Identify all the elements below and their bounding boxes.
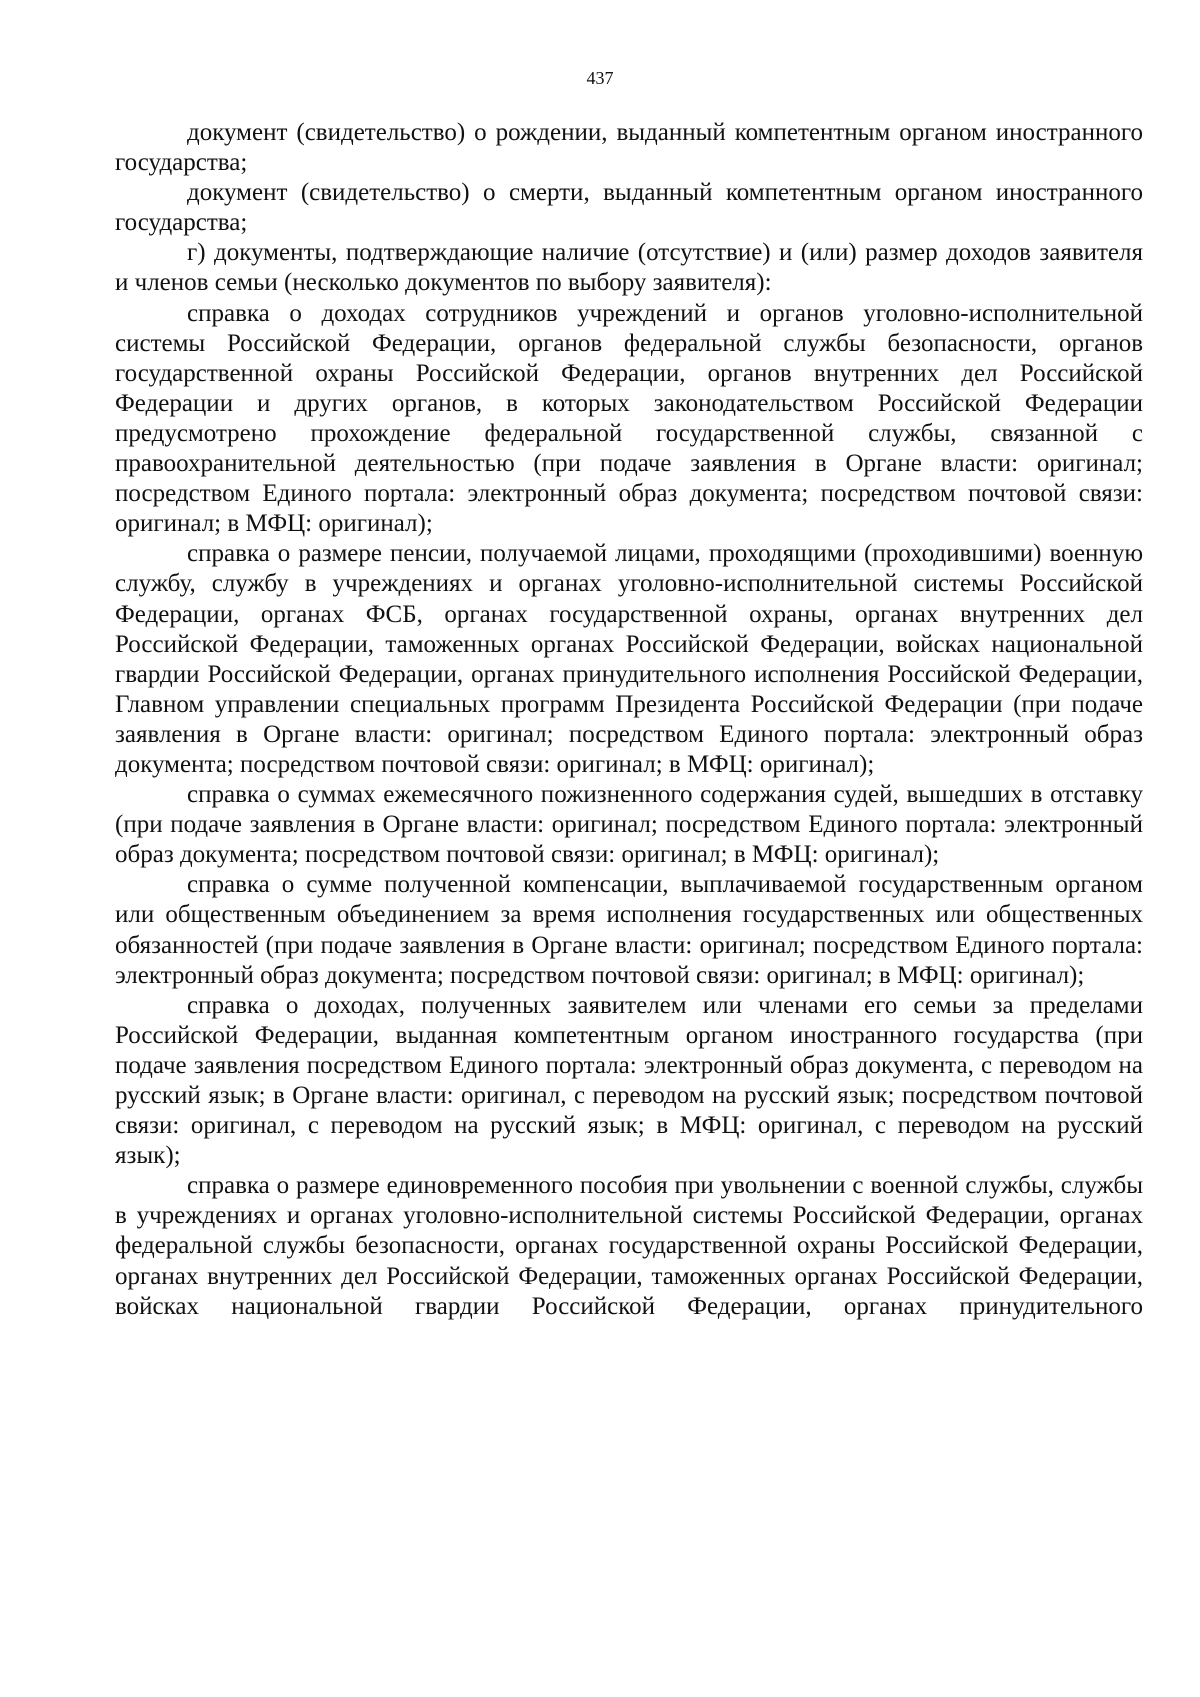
paragraph-death-certificate: документ (свидетельство) о смерти, выданный компетентным органом иностранного государства;: [115, 179, 1143, 237]
paragraph-severance-benefit-certificate: справка о размере единовременного пособия при увольнении с военной службы, службы в учреждениях и органах уголовно-исполнительной системы Российской Федерации, органах федеральной службы безопасности, органах государственной охраны Российской Федерации, органах внутренних дел Российской Федерации, таможенных органах Российской Федерации, войсках национальной гвардии Российской Федерации, органах принудительного: [115, 1172, 1143, 1320]
paragraph-pension-certificate: справка о размере пенсии, получаемой лицами, проходящими (проходившими) военную службу, службу в учреждениях и органах уголовно-исполнительной системы Российской Федерации, органах ФСБ, органах государственной охраны, органах внутренних дел Российской Федерации, таможенных органах Российской Федерации, войсках национальной гвардии Российской Федерации, органах принудительного исполнения Российской Федерации, Главном управлении специальных программ Президента Российской Федерации (при подаче заявления в Органе власти: оригинал; посредством Единого портала: электронный образ документа; посредством почтовой связи: оригинал; в МФЦ: оригинал);: [115, 540, 1143, 778]
page-number: 437: [586, 68, 614, 88]
paragraph-income-documents: г) документы, подтверждающие наличие (отсутствие) и (или) размер доходов заявителя и членов семьи (несколько документов по выбору заявителя):: [115, 239, 1143, 297]
document-body: [115, 118, 1143, 1322]
paragraph-birth-certificate: документ (свидетельство) о рождении, выданный компетентным органом иностранного государства;: [115, 119, 1143, 177]
paragraph-foreign-income-certificate: справка о доходах, полученных заявителем или членами его семьи за пределами Российской Федерации, выданная компетентным органом иностранного государства (при подаче заявления посредством Единого портала: электронный образ документа, с переводом на русский язык; в Органе власти: оригинал, с переводом на русский язык; посредством почтовой связи: оригинал, с переводом на русский язык; в МФЦ: оригинал, с переводом на русский язык);: [115, 991, 1143, 1170]
paragraph-compensation-certificate: справка о сумме полученной компенсации, выплачиваемой государственным органом или общественным объединением за время исполнения государственных или общественных обязанностей (при подаче заявления в Органе власти: оригинал; посредством Единого портала: электронный образ документа; посредством почтовой связи: оригинал; в МФЦ: оригинал);: [115, 871, 1143, 989]
paragraph-employee-income-certificate: справка о доходах сотрудников учреждений и органов уголовно-исполнительной системы Российской Федерации, органов федеральной службы безопасности, органов государственной охраны Российской Федерации, органов внутренних дел Российской Федерации и других органов, в которых законодательством Российской Федерации предусмотрено прохождение федеральной государственной службы, связанной с правоохранительной деятельностью (при подаче заявления в Органе власти: оригинал; посредством Единого портала: электронный образ документа; посредством почтовой связи: оригинал; в МФЦ: оригинал);: [115, 299, 1143, 538]
paragraph-judge-allowance-certificate: справка о суммах ежемесячного пожизненного содержания судей, вышедших в отставку (при подаче заявления в Органе власти: оригинал; посредством Единого портала: электронный образ документа; посредством почтовой связи: оригинал; в МФЦ: оригинал);: [115, 781, 1143, 869]
